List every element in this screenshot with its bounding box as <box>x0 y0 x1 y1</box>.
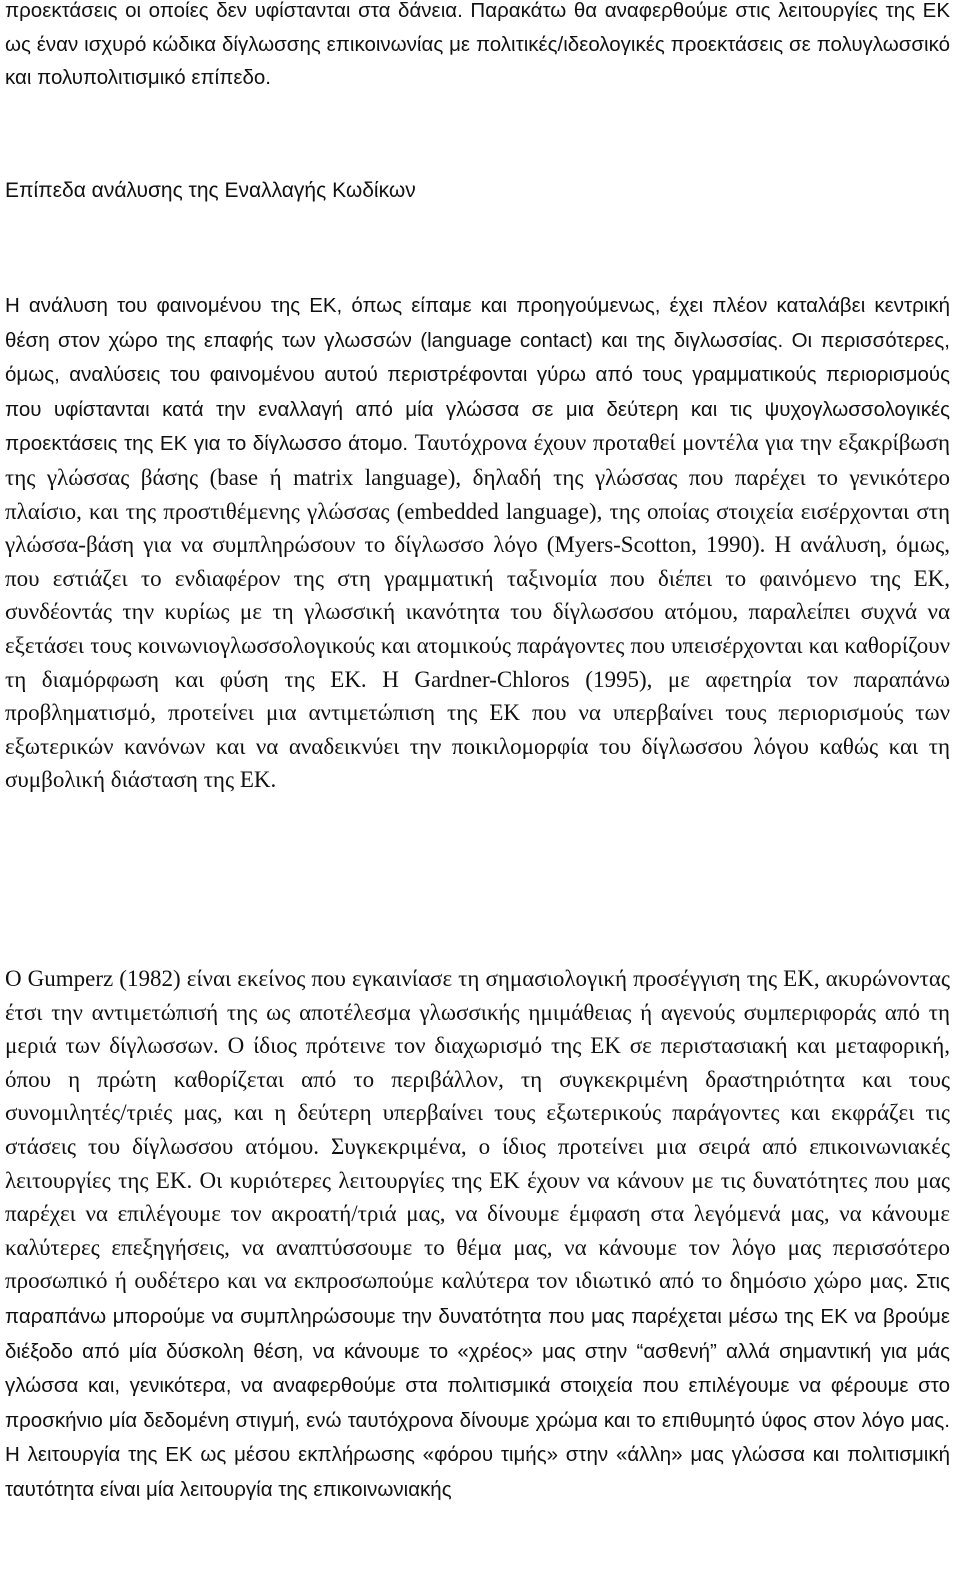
analysis-text-sans: Η ανάλυση του φαινομένου της ΕΚ, όπως είπαμε και προηγούμενως, έχει πλέον καταλάβει κεντρική θέση στον χώρο της επαφής των γλωσσών (language contact) και της διγλωσσίας. Οι περισσότερες, όμως, αναλύσεις του φαινομένου αυτού περιστρέφονται γύρω από τους γραμματικούς περιορισμούς που υφίστανται κατά την εναλλαγή από μία γλώσσα σε μια δεύτερη και τις ψυχογλωσσολογικές προεκτάσεις της ΕΚ για το δίγλωσσο άτομο. <box>5 294 950 456</box>
analysis-text-serif: Ταυτόχρονα έχουν προταθεί μοντέλα για την εξακρίβωση της γλώσσας βάσης (base ή matrix language), δηλαδή της γλώσσας που παρέχει το γενικότερο πλαίσιο, και της προστιθέμενης γλώσσας (embedded language), της οποίας στοιχεία εισέρχονται στη γλώσσα-βάση για να συμπληρώσουν το δίγλωσσο λόγο (Myers-Scotton, 1990). Η ανάλυση, όμως, που εστιάζει το ενδιαφέρον της στη γραμματική ταξινομία που διέπει το φαινόμενο της ΕΚ, συνδέοντάς την κυρίως με τη γλωσσική ικανότητα του δίγλωσσου ατόμου, παραλείπει συχνά να εξετάσει τους κοινωνιογλωσσολογικούς και ατομικούς παράγοντες που υπεισέρχονται και καθορίζουν τη διαμόρφωση και φύση της ΕΚ. Η Gardner-Chloros (1995), με αφετηρία τον παραπάνω προβληματισμό, προτείνει μια αντιμετώπιση της ΕΚ που να υπερβαίνει τους περιορισμούς των εξωτερικών κανόνων και να αναδεικνύει την ποικιλομορφία του δίγλωσσου λόγου καθώς και τη συμβολική διάσταση της ΕΚ. <box>5 430 950 793</box>
intro-paragraph <box>5 0 950 95</box>
gumperz-text-serif: Ο Gumperz (1982) είναι εκείνος που εγκαινίασε τη σημασιολογική προσέγγιση της ΕΚ, ακυρώνοντας έτσι την αντιμετώπισή της ως αποτέλεσμα γλωσσικής ημιμάθειας ή αγενούς συμπεριφοράς από τη μεριά των δίγλωσσων. Ο ίδιος πρότεινε τον διαχωρισμό της ΕΚ σε περιστασιακή και μεταφορική, όπου η πρώτη καθορίζεται από το περιβάλλον, τη συγκεκριμένη δραστηριότητα και τους συνομιλητές/τριές μας, και η δεύτερη υπερβαίνει τους εξωτερικούς παράγοντες και εκφράζει τις στάσεις του δίγλωσσου ατόμου. Συγκεκριμένα, ο ίδιος προτείνει μια σειρά από επικοινωνιακές λειτουργίες της ΕΚ. Οι κυριότερες λειτουργίες της ΕΚ έχουν να κάνουν με τις δυνατότητες που μας παρέχει να επιλέγουμε τον ακροατή/τριά μας, να δίνουμε έμφαση στα λεγόμενά μας, να κάνουμε καλύτερες επεξηγήσεις, να αναπτύσσουμε το θέμα μας, να κάνουμε τον λόγο μας περισσότερο προσωπικό ή ουδέτερο και να εκπροσωπούμε καλύτερα τον ιδιωτικό από το δημόσιο χώρο μας. <box>5 966 950 1294</box>
gumperz-text-sans: Στις παραπάνω μπορούμε να συμπληρώσουμε την δυνατότητα που μας παρέχεται μέσω της ΕΚ να βρούμε διέξοδο από μία δύσκολη θέση, να κάνουμε το «χρέος» μας στην “ασθενή” αλλά σημαντική για μάς γλώσσα και, γενικότερα, να αναφερθούμε στα πολιτισμικά στοιχεία που επιλέγουμε να φέρουμε στο προσκήνιο μία δεδομένη στιγμή, ενώ ταυτόχρονα δίνουμε χρώμα και το επιθυμητό ύφος στον λόγο μας. Η λειτουργία της ΕΚ ως μέσου εκπλήρωσης «φόρου τιμής» στην «άλλη» μας γλώσσα και πολιτισμική ταυτότητα είναι μία λειτουργία της επικοινωνιακής <box>5 1270 950 1501</box>
section-heading: Επίπεδα ανάλυσης της Εναλλαγής Κωδίκων <box>5 179 416 202</box>
gumperz-paragraph <box>5 962 950 1507</box>
analysis-paragraph <box>5 288 950 797</box>
intro-text: προεκτάσεις οι οποίες δεν υφίστανται στα δάνεια. Παρακάτω θα αναφερθούμε στις λειτουργίες της ΕΚ ως έναν ισχυρό κώδικα δίγλωσσης επικοινωνίας με πολιτικές/ιδεολογικές προεκτάσεις σε πολυγλωσσικό και πολυπολιτισμικό επίπεδο. <box>5 0 950 90</box>
